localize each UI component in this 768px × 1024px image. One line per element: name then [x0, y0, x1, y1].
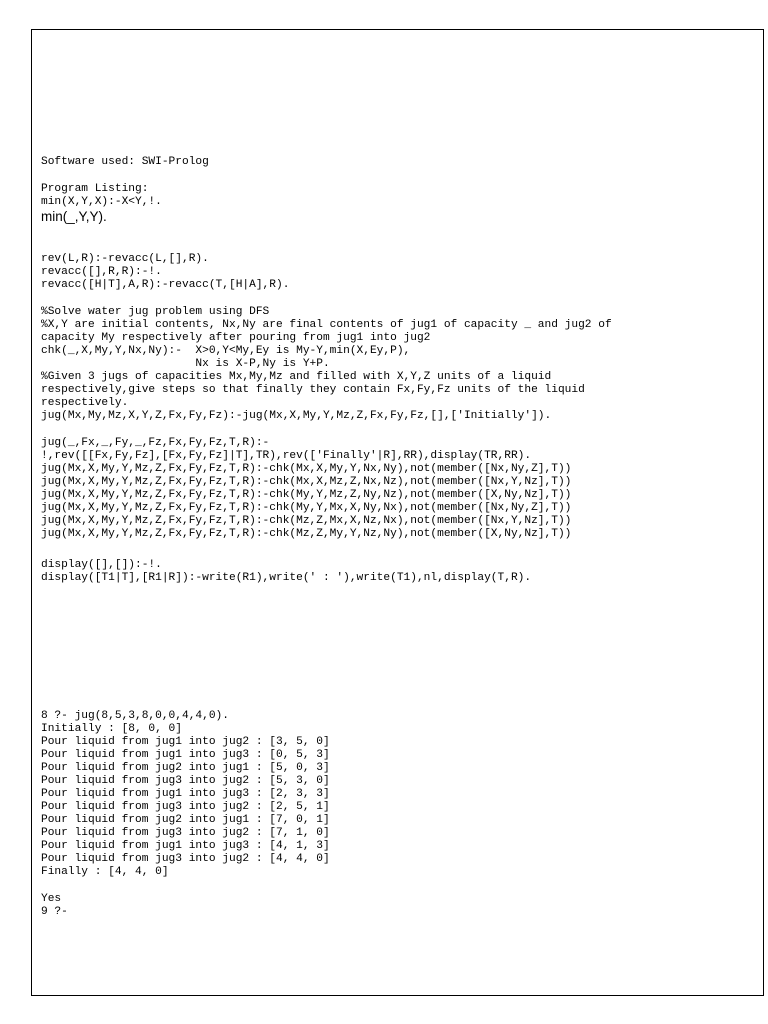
output-line: Pour liquid from jug2 into jug1 : [7, 0, 1] [41, 814, 330, 826]
code-line-rev-1: rev(L,R):-revacc(L,[],R). [41, 253, 209, 265]
code-line-jug: jug(Mx,X,My,Y,Mz,Z,Fx,Fy,Fz,T,R):-chk(My,Y,Mz,Z,Ny,Nz),not(member([X,Ny,Nz],T)) [41, 489, 572, 501]
program-listing-heading: Program Listing: [41, 183, 149, 195]
code-line-jug: jug(Mx,X,My,Y,Mz,Z,Fx,Fy,Fz,T,R):-chk(Mz,Z,My,Y,Nz,Ny),not(member([X,Ny,Nz],T)) [41, 528, 572, 540]
output-line: Initially : [8, 0, 0] [41, 723, 182, 735]
output-prompt-line: 9 ?- [41, 906, 68, 918]
code-comment-line: respectively. [41, 397, 129, 409]
code-line-rev-2: revacc([],R,R):-!. [41, 266, 162, 278]
output-line: Finally : [4, 4, 0] [41, 866, 169, 878]
code-comment-line: capacity My respectively after pouring from jug1 into jug2 [41, 332, 431, 344]
code-line-min-1: min(X,Y,X):-X<Y,!. [41, 196, 162, 208]
output-line: Pour liquid from jug2 into jug1 : [5, 0, 3] [41, 762, 330, 774]
code-comment-line: %Solve water jug problem using DFS [41, 306, 270, 318]
output-line: Pour liquid from jug1 into jug3 : [4, 1, 3] [41, 840, 330, 852]
code-comment-line: respectively,give steps so that finally they contain Fx,Fy,Fz units of the liquid [41, 384, 585, 396]
output-line: Pour liquid from jug3 into jug2 : [7, 1, 0] [41, 827, 330, 839]
output-line: Pour liquid from jug3 into jug2 : [4, 4, 0] [41, 853, 330, 865]
output-result-line: Yes [41, 893, 62, 905]
output-line: Pour liquid from jug1 into jug3 : [2, 3, 3] [41, 788, 330, 800]
code-comment-line: %X,Y are initial contents, Nx,Ny are final contents of jug1 of capacity _ and jug2 of [41, 319, 612, 331]
code-line-jug: jug(Mx,X,My,Y,Mz,Z,Fx,Fy,Fz,T,R):-chk(Mx,X,Mz,Z,Nx,Nz),not(member([Nx,Y,Nz],T)) [41, 476, 572, 488]
code-line-jug-entry: jug(Mx,My,Mz,X,Y,Z,Fx,Fy,Fz):-jug(Mx,X,My,Y,Mz,Z,Fx,Fy,Fz,[],['Initially']). [41, 410, 552, 422]
code-line-jug: jug(Mx,X,My,Y,Mz,Z,Fx,Fy,Fz,T,R):-chk(Mx,X,My,Y,Nx,Ny),not(member([Nx,Ny,Z],T)) [41, 463, 572, 475]
code-line-min-2: min(_,Y,Y). [41, 209, 107, 224]
code-line-rev-3: revacc([H|T],A,R):-revacc(T,[H|A],R). [41, 279, 290, 291]
code-line-display: display([T1|T],[R1|R]):-write(R1),write(' : '),write(T1),nl,display(T,R). [41, 572, 532, 584]
output-line: Pour liquid from jug1 into jug2 : [3, 5, 0] [41, 736, 330, 748]
code-line-chk-2: Nx is X-P,Ny is Y+P. [41, 358, 330, 370]
code-line-chk-1: chk(_,X,My,Y,Nx,Ny):- X>0,Y<My,Ey is My-Y,min(X,Ey,P), [41, 345, 411, 357]
code-comment-line: %Given 3 jugs of capacities Mx,My,Mz and filled with X,Y,Z units of a liquid [41, 371, 552, 383]
code-line-display: display([],[]):-!. [41, 559, 162, 571]
code-line-jug: jug(Mx,X,My,Y,Mz,Z,Fx,Fy,Fz,T,R):-chk(My,Y,Mx,X,Ny,Nx),not(member([Nx,Ny,Z],T)) [41, 502, 572, 514]
software-used-line: Software used: SWI-Prolog [41, 156, 209, 168]
code-line-jug: jug(_,Fx,_,Fy,_,Fz,Fx,Fy,Fz,T,R):- [41, 437, 270, 449]
output-line: Pour liquid from jug3 into jug2 : [5, 3, 0] [41, 775, 330, 787]
code-line-jug: jug(Mx,X,My,Y,Mz,Z,Fx,Fy,Fz,T,R):-chk(Mz,Z,Mx,X,Nz,Nx),not(member([Nx,Y,Nz],T)) [41, 515, 572, 527]
output-line: Pour liquid from jug1 into jug3 : [0, 5, 3] [41, 749, 330, 761]
output-query-line: 8 ?- jug(8,5,3,8,0,0,4,4,0). [41, 710, 229, 722]
code-line-jug: !,rev([[Fx,Fy,Fz],[Fx,Fy,Fz]|T],TR),rev(['Finally'|R],RR),display(TR,RR). [41, 450, 532, 462]
output-line: Pour liquid from jug3 into jug2 : [2, 5, 1] [41, 801, 330, 813]
